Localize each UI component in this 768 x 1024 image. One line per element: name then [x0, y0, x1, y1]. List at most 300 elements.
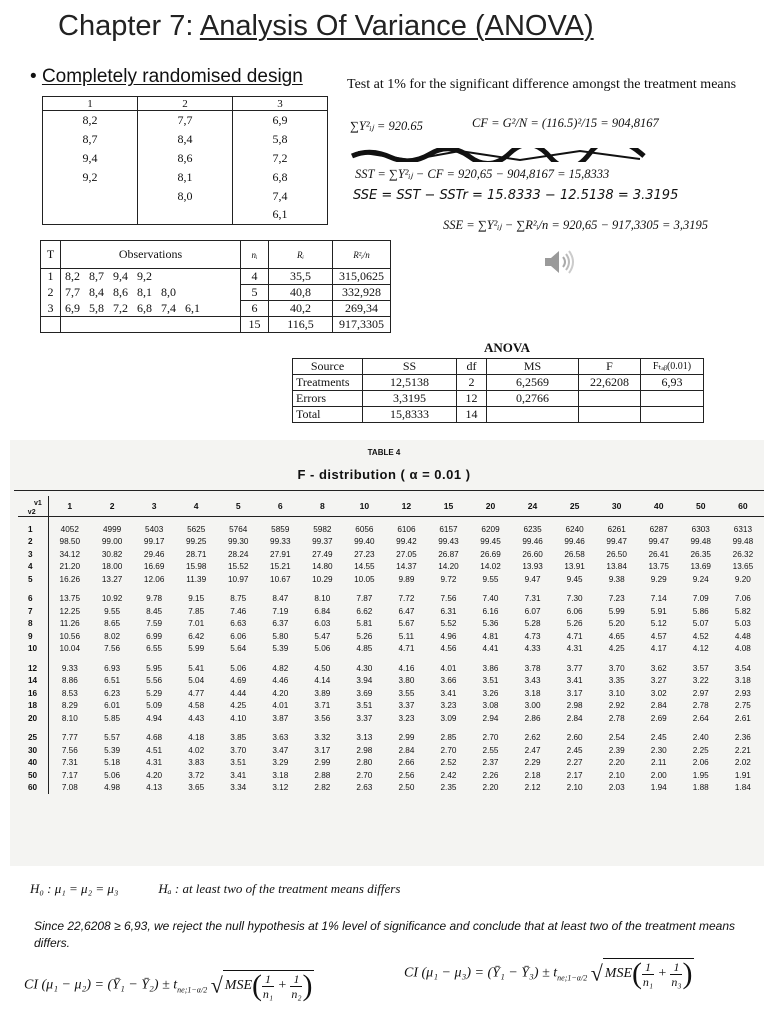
obs-header-row	[43, 97, 328, 111]
f-table-value: 6.37	[272, 619, 289, 629]
f-table-value: 8.47	[272, 594, 289, 604]
f-table-value: 2.61	[734, 713, 751, 723]
table-row	[18, 536, 764, 549]
f-table-v1-header: 12	[385, 496, 427, 516]
f-table-value: 5.39	[272, 644, 289, 654]
f-table-gap-cell	[18, 516, 48, 523]
f-table-value: 2.75	[734, 701, 751, 711]
f-table-v1-header: 1	[48, 496, 91, 516]
f-table-value: 3.41	[230, 770, 247, 780]
f-table-value: 27.05	[396, 549, 417, 559]
f-table-value: 6.01	[104, 701, 121, 711]
f-table-value: 4.71	[566, 631, 583, 641]
ci-formula-1-2	[24, 970, 314, 1001]
obs-cell	[43, 206, 138, 225]
anova-header-1: SS	[363, 359, 457, 375]
anova-cell: 12,5138	[363, 375, 457, 391]
f-table-value: 4.18	[188, 733, 205, 743]
f-table-value: 7.59	[146, 619, 163, 629]
f-table-value: 2.66	[398, 758, 415, 768]
f-table-value: 5.36	[482, 619, 499, 629]
f-table-value: 7.56	[440, 594, 457, 604]
obs-cell: 7,4	[233, 187, 328, 206]
f-table-value: 2.00	[650, 770, 667, 780]
f-table-value: 3.47	[272, 745, 289, 755]
f-table-value: 4.02	[188, 745, 205, 755]
f-table-value: 5.56	[146, 676, 163, 686]
f-table-value: 2.98	[566, 701, 583, 711]
f-distribution-table	[18, 496, 764, 794]
f-table-value: 2.63	[356, 783, 373, 793]
f-table-value: 5.06	[314, 644, 331, 654]
f-table-value: 11.26	[59, 619, 80, 629]
table-row	[43, 149, 328, 168]
obs-cell: 8,7	[43, 130, 138, 149]
table-row	[18, 593, 764, 606]
anova-cell: 15,8333	[363, 407, 457, 423]
ci1-plus: +	[277, 978, 287, 994]
f-table-value: 6056	[355, 524, 374, 534]
ci2-radicand	[603, 958, 695, 989]
f-table-value: 3.72	[188, 770, 205, 780]
obs-cell: 6,8	[233, 168, 328, 187]
f-table-value: 3.34	[230, 783, 247, 793]
table-row	[18, 605, 764, 618]
f-table-value: 1.88	[692, 783, 709, 793]
f-table-value: 4.94	[146, 713, 163, 723]
f-table-gap-cell	[18, 655, 48, 662]
f-table-value: 4.01	[272, 701, 289, 711]
f-table-v2-label: 18	[18, 700, 48, 713]
f-table-value: 10.05	[354, 574, 375, 584]
table-row	[18, 630, 764, 643]
corner-v2: v2	[27, 508, 36, 516]
f-table-value: 4.56	[440, 644, 457, 654]
f-table-value: 11.39	[186, 574, 207, 584]
anova-cell	[487, 407, 579, 423]
f-table-v2-label: 3	[18, 548, 48, 561]
totals-obs-cell: 8,2 8,7 9,4 9,2	[61, 269, 241, 285]
f-table-value: 5.09	[146, 701, 163, 711]
f-table-value: 4.31	[566, 644, 583, 654]
anova-cell	[579, 407, 641, 423]
f-table-v2-label: 9	[18, 630, 48, 643]
speaker-icon[interactable]	[542, 248, 576, 276]
f-table-value: 12.06	[143, 574, 165, 584]
anova-header-4: F	[579, 359, 641, 375]
f-table-value: 2.11	[651, 758, 667, 768]
f-table-value: 18.00	[101, 562, 123, 572]
f-table-value: 3.18	[272, 770, 289, 780]
anova-cell: 14	[457, 407, 487, 423]
table-row	[41, 301, 391, 317]
ci1-frac1-num: 1	[262, 972, 274, 987]
f-table-v2-label: 40	[18, 757, 48, 770]
f-table-value: 8.45	[146, 606, 163, 616]
f-table-value: 7.19	[272, 606, 289, 616]
f-table-value: 1.95	[692, 770, 709, 780]
anova-cell: Errors	[293, 391, 363, 407]
f-table-value: 6.62	[356, 606, 373, 616]
f-table-value: 7.31	[61, 758, 78, 768]
anova-cell: 12	[457, 391, 487, 407]
f-table-value: 2.36	[734, 733, 751, 743]
f-table-value: 4.13	[146, 783, 163, 793]
f-table-value: 6.55	[146, 644, 163, 654]
f-table-value: 5.26	[356, 631, 373, 641]
f-table-value: 13.91	[564, 562, 585, 572]
f-table-value: 5.80	[272, 631, 289, 641]
f-table-value: 2.99	[314, 758, 331, 768]
f-table-value: 3.22	[692, 676, 709, 686]
f-table-value: 4.17	[650, 644, 667, 654]
f-table-value: 7.17	[61, 770, 78, 780]
f-table-value: 4.82	[272, 663, 289, 673]
f-table-value: 2.17	[566, 770, 583, 780]
f-table-value: 5.64	[230, 644, 247, 654]
f-table-value: 4.51	[146, 745, 163, 755]
f-table-value: 4.14	[314, 676, 331, 686]
f-table-value: 2.40	[692, 733, 709, 743]
ci1-t-sub: ne;1−α/2	[177, 985, 208, 995]
f-table-value: 2.54	[608, 733, 625, 743]
table-row	[43, 168, 328, 187]
f-table-value: 30.82	[101, 549, 123, 559]
f-table-value: 2.56	[398, 770, 415, 780]
sst-formula: SST = ∑Y²ᵢⱼ − CF = 920,65 − 904,8167 = 15,8333	[355, 167, 610, 181]
f-table-value: 4.33	[524, 644, 541, 654]
f-table-value: 6.63	[230, 619, 247, 629]
totals-n-cell: 6	[241, 301, 269, 317]
f-table-value: 4.43	[188, 713, 205, 723]
f-table-value: 3.70	[230, 745, 247, 755]
f-table-value: 2.02	[734, 758, 751, 768]
f-table-value: 3.23	[440, 701, 457, 711]
f-table-v1-header: 2	[91, 496, 133, 516]
f-table-value: 5.52	[440, 619, 457, 629]
f-table-value: 4.20	[272, 688, 289, 698]
f-table-value: 2.20	[608, 758, 625, 768]
f-table-value: 8.02	[104, 631, 121, 641]
f-table-value: 27.91	[270, 549, 291, 559]
f-table-value: 2.21	[734, 745, 751, 755]
f-table-value: 3.86	[482, 663, 499, 673]
total-empty-t	[41, 317, 61, 333]
f-table-value: 4999	[102, 524, 122, 534]
obs-header-2: 2	[138, 97, 233, 111]
f-table-value: 5.06	[230, 663, 247, 673]
header-ni: nᵢ	[241, 241, 269, 269]
f-table-value: 9.15	[188, 594, 205, 604]
table-row	[18, 744, 764, 757]
f-table-value: 2.25	[692, 745, 709, 755]
f-table-value: 5.41	[188, 663, 205, 673]
f-table-value: 2.55	[482, 745, 499, 755]
f-table-value: 3.18	[734, 676, 751, 686]
f-table-value: 2.39	[608, 745, 625, 755]
totals-r2n-cell: 332,928	[333, 285, 391, 301]
ci1-frac1	[262, 972, 274, 1001]
f-table-value: 2.70	[356, 770, 373, 780]
f-table-value: 9.29	[650, 574, 667, 584]
f-table-value: 3.54	[734, 663, 751, 673]
f-table-value: 5.06	[104, 770, 121, 780]
f-table-v1-header: 3	[133, 496, 175, 516]
f-table-v2-label: 20	[18, 712, 48, 725]
f-table-value: 3.66	[440, 676, 457, 686]
f-table-value: 4.41	[482, 644, 499, 654]
ci2-lhs: CI (μ₁ − μ₃) = (Ȳ₁ − Ȳ₃) ± t	[404, 965, 558, 981]
f-table-value: 7.30	[566, 594, 583, 604]
table-row	[43, 206, 328, 225]
f-table-value: 2.35	[440, 783, 457, 793]
f-table-value: 16.26	[59, 574, 81, 584]
f-table-value: 3.63	[272, 733, 289, 743]
f-table-value: 2.50	[398, 783, 415, 793]
totals-n-cell: 5	[241, 285, 269, 301]
f-table-value: 6.03	[314, 619, 331, 629]
ci1-mse: MSE	[224, 978, 253, 994]
totals-table	[40, 240, 391, 333]
subheading-text: Completely randomised design	[41, 66, 303, 87]
f-table-value: 5.47	[314, 631, 331, 641]
f-table-gap-fill	[48, 725, 764, 732]
f-table-value: 99.25	[185, 537, 207, 547]
f-table-gap-fill	[48, 586, 764, 593]
f-table-value: 5.03	[734, 619, 751, 629]
subheading	[30, 66, 303, 88]
table-row	[18, 687, 764, 700]
ci1-frac2-den: n₂	[291, 986, 302, 1001]
f-table-value: 9.72	[440, 574, 457, 584]
f-table-value: 5.28	[524, 619, 541, 629]
f-table-v2-label: 7	[18, 605, 48, 618]
f-table-value: 6.84	[314, 606, 331, 616]
f-table-value: 6303	[691, 524, 710, 534]
f-table-value: 5.57	[104, 733, 121, 743]
f-table-value: 99.48	[732, 537, 754, 547]
cf-formula: CF = G²/N = (116.5)²/15 = 904,8167	[472, 116, 659, 130]
obs-cell: 6,9	[233, 111, 328, 130]
f-table-v2-label: 8	[18, 618, 48, 631]
f-table-value: 7.31	[524, 594, 541, 604]
f-table-value: 3.51	[482, 676, 499, 686]
totals-total-row	[41, 317, 391, 333]
header-r2n: R²ᵢ/n	[333, 241, 391, 269]
f-table-value: 4.57	[650, 631, 667, 641]
f-table-value: 2.06	[692, 758, 709, 768]
f-table-value: 14.80	[312, 562, 333, 572]
f-table-value: 3.08	[482, 701, 499, 711]
f-table-value: 3.37	[398, 701, 415, 711]
f-table-value: 99.45	[480, 537, 501, 547]
f-table-value: 7.77	[61, 733, 78, 743]
totals-r2n-cell: 315,0625	[333, 269, 391, 285]
f-table-value: 26.87	[438, 549, 459, 559]
obs-cell: 7,7	[138, 111, 233, 130]
totals-r-cell: 40,2	[269, 301, 333, 317]
f-table-value: 5.39	[104, 745, 121, 755]
obs-cell: 8,1	[138, 168, 233, 187]
f-table-value: 2.45	[650, 733, 667, 743]
f-table-v1-header: 20	[470, 496, 512, 516]
f-table-value: 2.52	[440, 758, 457, 768]
f-table-value: 99.47	[648, 537, 669, 547]
f-table-value: 14.55	[354, 562, 375, 572]
f-table-value: 5.67	[398, 619, 415, 629]
f-table-value: 5.85	[104, 713, 121, 723]
f-table-value: 99.48	[690, 537, 711, 547]
anova-header-0: Source	[293, 359, 363, 375]
table-row	[43, 111, 328, 130]
header-observations: Observations	[61, 241, 241, 269]
f-table-value: 5.20	[608, 619, 625, 629]
f-table-value: 3.78	[524, 663, 541, 673]
f-table-gap	[18, 725, 764, 732]
f-table-v1-header: 30	[596, 496, 638, 516]
f-table-value: 9.38	[608, 574, 625, 584]
table-row	[18, 561, 764, 574]
f-table-v1-header: 40	[638, 496, 680, 516]
f-table-value: 26.60	[522, 549, 543, 559]
ci1-sqrt-icon: √	[210, 972, 223, 998]
table-row	[18, 782, 764, 795]
f-table-value: 2.84	[566, 713, 583, 723]
anova-cell: 22,6208	[579, 375, 641, 391]
f-table-value: 2.26	[482, 770, 499, 780]
f-table-value: 10.97	[227, 574, 249, 584]
f-table-value: 5.04	[188, 676, 205, 686]
f-table-value: 6287	[649, 524, 668, 534]
sse2-formula: SSE = ∑Y²ᵢⱼ − ∑R²ᵢ/n = 920,65 − 917,3305 = 3,3195	[443, 218, 708, 232]
obs-cell: 9,4	[43, 149, 138, 168]
obs-header-3: 3	[233, 97, 328, 111]
f-table-value: 7.56	[61, 745, 78, 755]
f-table-value: 3.56	[314, 713, 331, 723]
f-table-value: 4.08	[734, 644, 751, 654]
ci1-frac1-den: n₁	[262, 986, 274, 1001]
f-table-value: 3.57	[692, 663, 709, 673]
f-table-value: 4.01	[440, 663, 457, 673]
f-table-value: 9.78	[146, 594, 163, 604]
ci2-frac2	[670, 960, 682, 989]
f-table-value: 4.85	[356, 644, 373, 654]
f-table-v2-label: 50	[18, 769, 48, 782]
f-table-value: 7.01	[188, 619, 205, 629]
anova-cell: Total	[293, 407, 363, 423]
ci2-rparen: )	[682, 957, 693, 990]
f-table-rule-top	[14, 490, 764, 491]
table-row	[18, 732, 764, 745]
obs-cell: 9,2	[43, 168, 138, 187]
f-table-v2-label: 60	[18, 782, 48, 795]
f-table-v1-header: 4	[175, 496, 217, 516]
f-table-value: 3.55	[398, 688, 415, 698]
anova-cell: 6,93	[641, 375, 704, 391]
f-table-value: 6.42	[188, 631, 205, 641]
f-table-v1-header: 60	[722, 496, 764, 516]
f-table-value: 9.89	[398, 574, 415, 584]
f-table-value: 3.43	[524, 676, 541, 686]
ci2-sqrt-icon: √	[590, 960, 603, 986]
obs-cell: 8,0	[138, 187, 233, 206]
f-table-value: 2.92	[608, 701, 625, 711]
hypotheses	[30, 881, 400, 897]
table-row	[293, 407, 704, 423]
f-table-value: 3.51	[356, 701, 373, 711]
obs-cell: 8,2	[43, 111, 138, 130]
table-row	[18, 712, 764, 725]
f-table-value: 2.10	[566, 783, 583, 793]
f-table-value: 4.12	[692, 644, 709, 654]
f-table-value: 2.97	[692, 688, 709, 698]
f-table-value: 9.55	[104, 606, 121, 616]
f-table-value: 7.40	[482, 594, 499, 604]
anova-cell: 0,2766	[487, 391, 579, 407]
table-row	[293, 375, 704, 391]
f-table-value: 99.17	[143, 537, 165, 547]
f-table-v1-header: 50	[680, 496, 722, 516]
totals-r2n-cell: 269,34	[333, 301, 391, 317]
table-row	[18, 643, 764, 656]
f-table-value: 2.60	[566, 733, 583, 743]
f-table-value: 6209	[481, 524, 500, 534]
f-table-value: 99.00	[101, 537, 123, 547]
f-table-header-row	[18, 496, 764, 516]
f-table-v2-label: 2	[18, 536, 48, 549]
f-table-value: 8.65	[104, 619, 121, 629]
alt-hypothesis: Hₐ : at least two of the treatment means differs	[158, 881, 401, 896]
f-table-value: 14.37	[396, 562, 417, 572]
f-table-value: 2.78	[608, 713, 625, 723]
f-table-value: 3.80	[398, 676, 415, 686]
f-table-value: 9.45	[566, 574, 583, 584]
f-table-v1-header: 5	[217, 496, 259, 516]
f-table-value: 3.27	[650, 676, 667, 686]
totals-header-row	[41, 241, 391, 269]
f-table-v2-label: 30	[18, 744, 48, 757]
f-table-value: 5764	[229, 524, 248, 534]
ci1-lparen: (	[252, 969, 263, 1002]
anova-cell: 6,2569	[487, 375, 579, 391]
obs-header-1: 1	[43, 97, 138, 111]
f-table-value: 99.42	[396, 537, 417, 547]
f-table-value: 10.29	[312, 574, 333, 584]
f-table-value: 99.47	[606, 537, 627, 547]
f-table-value: 2.70	[440, 745, 457, 755]
totals-n-cell: 4	[241, 269, 269, 285]
f-table-value: 15.98	[185, 562, 207, 572]
f-table-gap	[18, 516, 764, 523]
f-table-value: 6.07	[524, 606, 541, 616]
f-table-value: 6261	[607, 524, 626, 534]
f-table-value: 2.70	[482, 733, 499, 743]
f-table-value: 5.99	[608, 606, 625, 616]
f-table-value: 2.84	[650, 701, 667, 711]
f-table-value: 6.16	[482, 606, 499, 616]
f-table-value: 7.23	[608, 594, 625, 604]
f-table-value: 3.17	[314, 745, 331, 755]
corner-v1: v1	[34, 499, 42, 507]
f-table-value: 4.52	[692, 631, 709, 641]
f-table-value: 28.24	[227, 549, 249, 559]
f-table-value: 99.37	[312, 537, 333, 547]
f-table-value: 10.67	[270, 574, 291, 584]
f-table-value: 3.26	[482, 688, 499, 698]
f-table-value: 7.87	[356, 594, 373, 604]
f-table-value: 5.82	[734, 606, 751, 616]
f-table-value: 4.10	[230, 713, 247, 723]
